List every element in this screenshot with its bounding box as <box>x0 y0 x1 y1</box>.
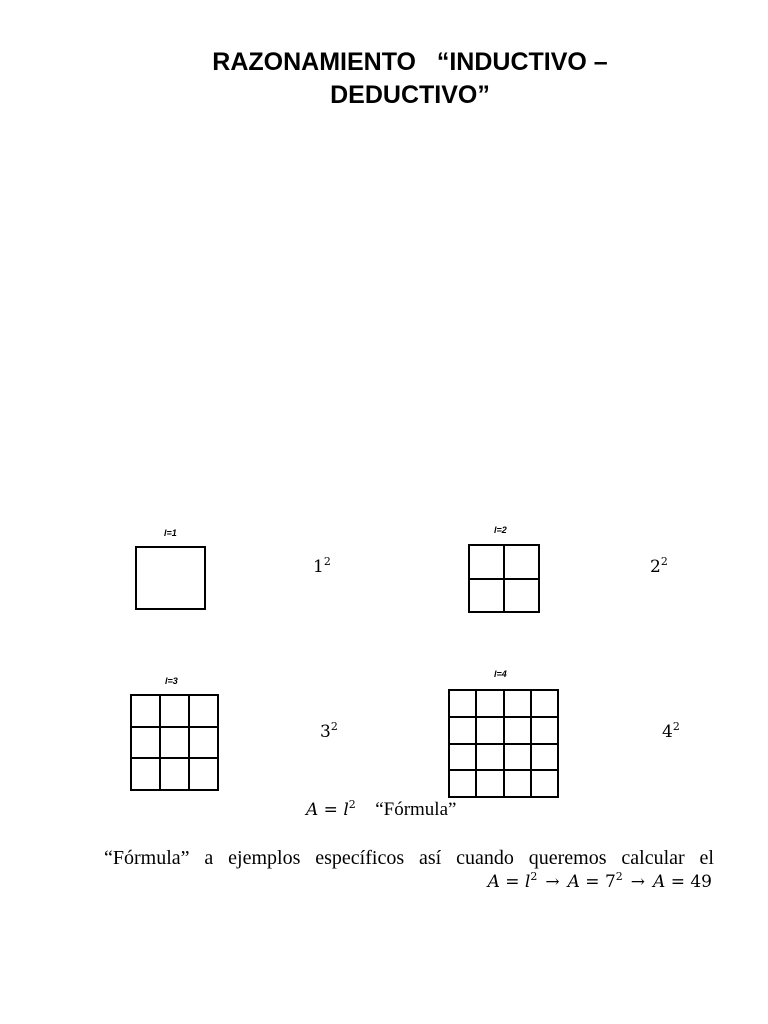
formula-lhs: A <box>306 800 319 820</box>
power-base-1: 1 <box>313 557 324 577</box>
area-formula <box>306 798 456 822</box>
formula-exponent: 2 <box>348 798 356 811</box>
power-label-1 <box>313 557 331 577</box>
unit-square <box>131 727 160 759</box>
arrow-icon-1: → <box>545 872 560 892</box>
unit-square <box>160 758 189 790</box>
power-exp-4: 2 <box>672 720 680 733</box>
unit-square <box>504 744 531 771</box>
example-var: l <box>524 872 531 892</box>
power-base-2: 2 <box>650 557 661 577</box>
unit-square <box>504 579 539 613</box>
unit-square <box>531 717 558 744</box>
unit-square <box>504 770 531 797</box>
square-grid-1 <box>135 546 206 610</box>
unit-square <box>160 695 189 727</box>
document-title <box>150 46 670 112</box>
unit-square <box>449 744 476 771</box>
power-exp-3: 2 <box>330 720 338 733</box>
side-label-4: l=4 <box>494 669 507 679</box>
unit-square <box>189 727 218 759</box>
example-lhs-1: A <box>487 872 500 892</box>
formula-equals: = <box>318 800 344 820</box>
title-line-1: RAZONAMIENTO “INDUCTIVO – <box>212 48 608 76</box>
unit-square <box>531 770 558 797</box>
side-label-3: l=3 <box>165 676 178 686</box>
side-label-1: l=1 <box>164 528 177 538</box>
example-eq-2: = <box>579 872 605 892</box>
power-label-3 <box>320 722 338 742</box>
title-line-2: DEDUCTIVO” <box>330 81 490 109</box>
square-grid-3 <box>130 694 219 791</box>
unit-square <box>469 579 504 613</box>
formula-label: “Fórmula” <box>375 799 457 820</box>
unit-square <box>504 717 531 744</box>
unit-square <box>160 727 189 759</box>
unit-square <box>189 758 218 790</box>
unit-square <box>469 545 504 579</box>
example-lhs-3: A <box>653 872 666 892</box>
unit-square <box>476 770 503 797</box>
formula-var: l <box>343 800 349 820</box>
unit-square <box>136 547 205 609</box>
body-sentence: “Fórmula” a ejemplos específicos así cuando queremos calcular el <box>104 847 714 869</box>
arrow-icon-2: → <box>630 872 646 892</box>
unit-square <box>449 770 476 797</box>
example-result: 49 <box>690 872 712 892</box>
side-label-2: l=2 <box>494 525 507 535</box>
power-label-2 <box>650 557 668 577</box>
example-eq-1: = <box>499 872 525 892</box>
unit-square <box>189 695 218 727</box>
unit-square <box>476 690 503 717</box>
example-eq-3: = <box>665 872 691 892</box>
unit-square <box>449 690 476 717</box>
unit-square <box>531 744 558 771</box>
unit-square <box>531 690 558 717</box>
unit-square <box>131 695 160 727</box>
unit-square <box>131 758 160 790</box>
example-exp-1: 2 <box>530 870 538 883</box>
square-grid-2 <box>468 544 540 613</box>
power-base-3: 3 <box>320 722 331 742</box>
example-base-2: 7 <box>604 872 616 892</box>
unit-square <box>504 545 539 579</box>
power-exp-2: 2 <box>660 555 668 568</box>
unit-square <box>476 717 503 744</box>
unit-square <box>476 744 503 771</box>
power-label-4 <box>662 722 680 742</box>
formula-expression <box>306 800 361 820</box>
unit-square <box>449 717 476 744</box>
worked-example <box>488 870 712 894</box>
square-grid-4 <box>448 689 559 798</box>
power-exp-1: 2 <box>323 555 331 568</box>
power-base-4: 4 <box>662 722 673 742</box>
unit-square <box>504 690 531 717</box>
example-exp-2: 2 <box>615 870 623 883</box>
example-lhs-2: A <box>567 872 580 892</box>
